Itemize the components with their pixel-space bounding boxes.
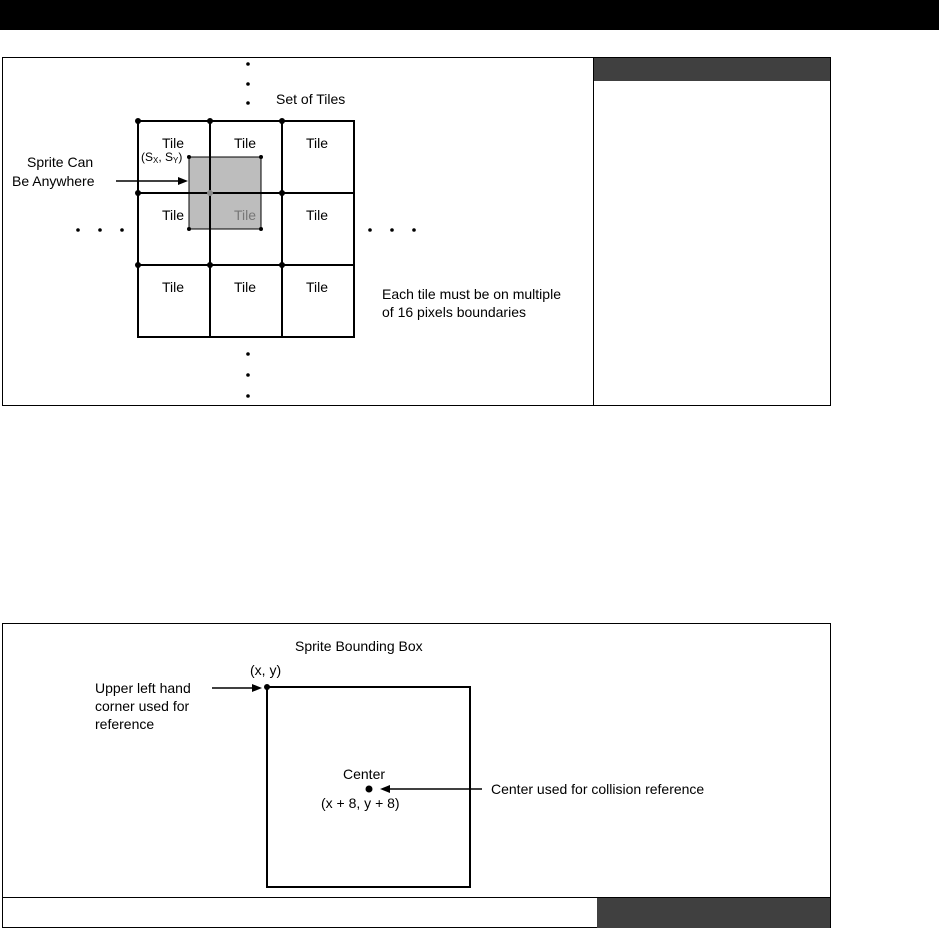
tile-label-r3c3: Tile — [306, 279, 329, 295]
corner-coordinate-label: (x, y) — [250, 662, 282, 678]
boundary-note-line2: of 16 pixels boundaries — [382, 304, 526, 320]
tile-label-r3c1: Tile — [162, 279, 185, 295]
corner-note-line2: corner used for — [95, 698, 190, 714]
corner-arrow-icon — [212, 684, 262, 692]
boundary-note-line1: Each tile must be on multiple — [382, 286, 561, 302]
tile-label-r2c2: Tile — [234, 207, 257, 223]
corner-note-line1: Upper left hand — [95, 680, 191, 696]
tile-label-r2c1: Tile — [162, 207, 185, 223]
tile-label-r1c2: Tile — [234, 135, 257, 151]
center-dot — [366, 786, 373, 793]
sprite-coordinate-label: (SX, SY) — [141, 150, 183, 165]
center-coordinate-label: (x + 8, y + 8) — [321, 795, 400, 811]
corner-dot — [264, 684, 270, 690]
tile-label-r2c3: Tile — [306, 207, 329, 223]
corner-note-line3: reference — [95, 716, 155, 732]
sprite-note-line1: Sprite Can — [27, 154, 94, 170]
center-note: Center used for collision reference — [491, 781, 705, 797]
tile-label-r3c2: Tile — [234, 279, 257, 295]
center-label: Center — [343, 766, 386, 782]
tile-label-r1c1: Tile — [162, 135, 185, 151]
center-arrow-icon — [380, 785, 482, 793]
set-of-tiles-label: Set of Tiles — [276, 91, 346, 107]
bounding-box-title: Sprite Bounding Box — [295, 638, 423, 654]
sprite-note-line2: Be Anywhere — [12, 173, 95, 189]
tile-label-r1c3: Tile — [306, 135, 329, 151]
